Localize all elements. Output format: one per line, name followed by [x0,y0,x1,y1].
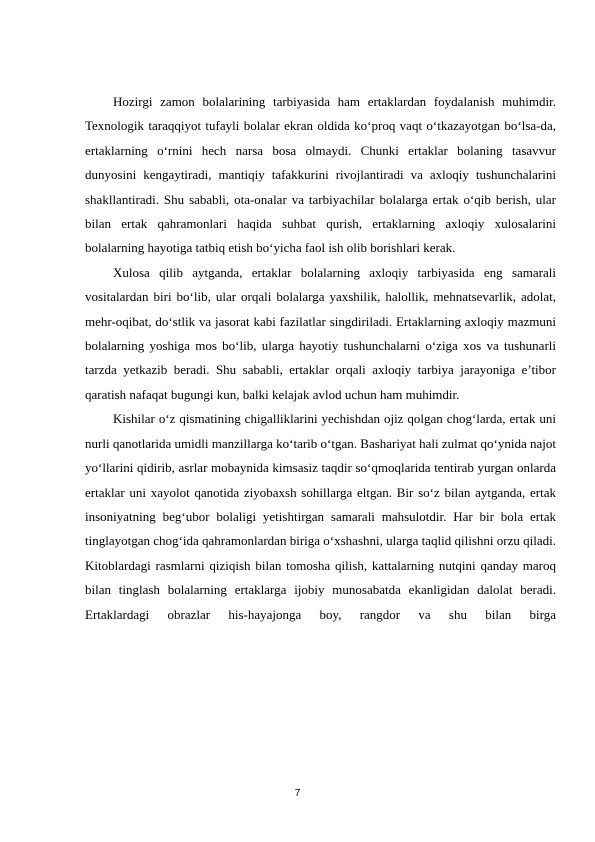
page-number: 7 [294,788,301,799]
paragraph-3: Kishilar o‘z qismatining chigalliklarini yechishdan ojiz qolgan chog‘larda, ertak uni nurli qanotlarida umidli manzillarga ko‘tarib o‘tgan. Bashariyat hali zulmat qo‘ynida najot yo‘llarini qidirib, asrlar mobaynida kimsasiz taqdir so‘qmoqlarida tentirab yurgan onlarda ertaklar uni xayolot qanotida ziyobaxsh sohillarga eltgan. Bir so‘z bilan aytganda, ertak insoniyatning beg‘ubor bolaligi yetishtirgan samarali mahsulotdir. Har bir bola ertak tinglayotgan chog‘ida qahramonlardan biriga o‘xshashni, ularga taqlid qilishni orzu qiladi. Kitoblardagi rasmlarni qiziqish bilan tomosha qilish, kattalarning nutqini qanday maroq bilan tinglash bolalarning ertaklarga ijobiy munosabatda ekanligidan dalolat beradi. Ertaklardagi obrazlar his-hayajonga boy, rangdor va shu bilan birga [85,411,556,622]
document-body [85,90,556,627]
paragraph-1: Hozirgi zamon bolalarining tarbiyasida ham ertaklardan foydalanish muhimdir. Texnologik taraqqiyot tufayli bolalar ekran oldida ko‘proq vaqt o‘tkazayotgan bo‘lsa-da, ertaklarning o‘rnini hech narsa bosa olmaydi. Chunki ertaklar bolaning tasavvur dunyosini kengaytiradi, mantiqiy tafakkurini rivojlantiradi va axloqiy tushunchalarini shakllantiradi. Shu sababli, ota-onalar va tarbiyachilar bolalarga ertak o‘qib berish, ular bilan ertak qahramonlari haqida suhbat qurish, ertaklarning axloqiy xulosalarini bolalarning hayotiga tatbiq etish bo‘yicha faol ish olib borishlari kerak. [85,94,556,256]
paragraph-2: Xulosa qilib aytganda, ertaklar bolalarning axloqiy tarbiyasida eng samarali vositalardan biri bo‘lib, ular orqali bolalarga yaxshilik, halollik, mehnatsevarlik, adolat, mehr-oqibat, do‘stlik va jasorat kabi fazilatlar singdiriladi. Ertaklarning axloqiy mazmuni bolalarning yoshiga mos bo‘lib, ularga hayotiy tushunchalarni o‘ziga xos va tushunarli tarzda yetkazib beradi. Shu sababli, ertaklar orqali axloqiy tarbiya jarayoniga e’tibor qaratish nafaqat bugungi kun, balki kelajak avlod uchun ham muhimdir. [85,264,556,402]
